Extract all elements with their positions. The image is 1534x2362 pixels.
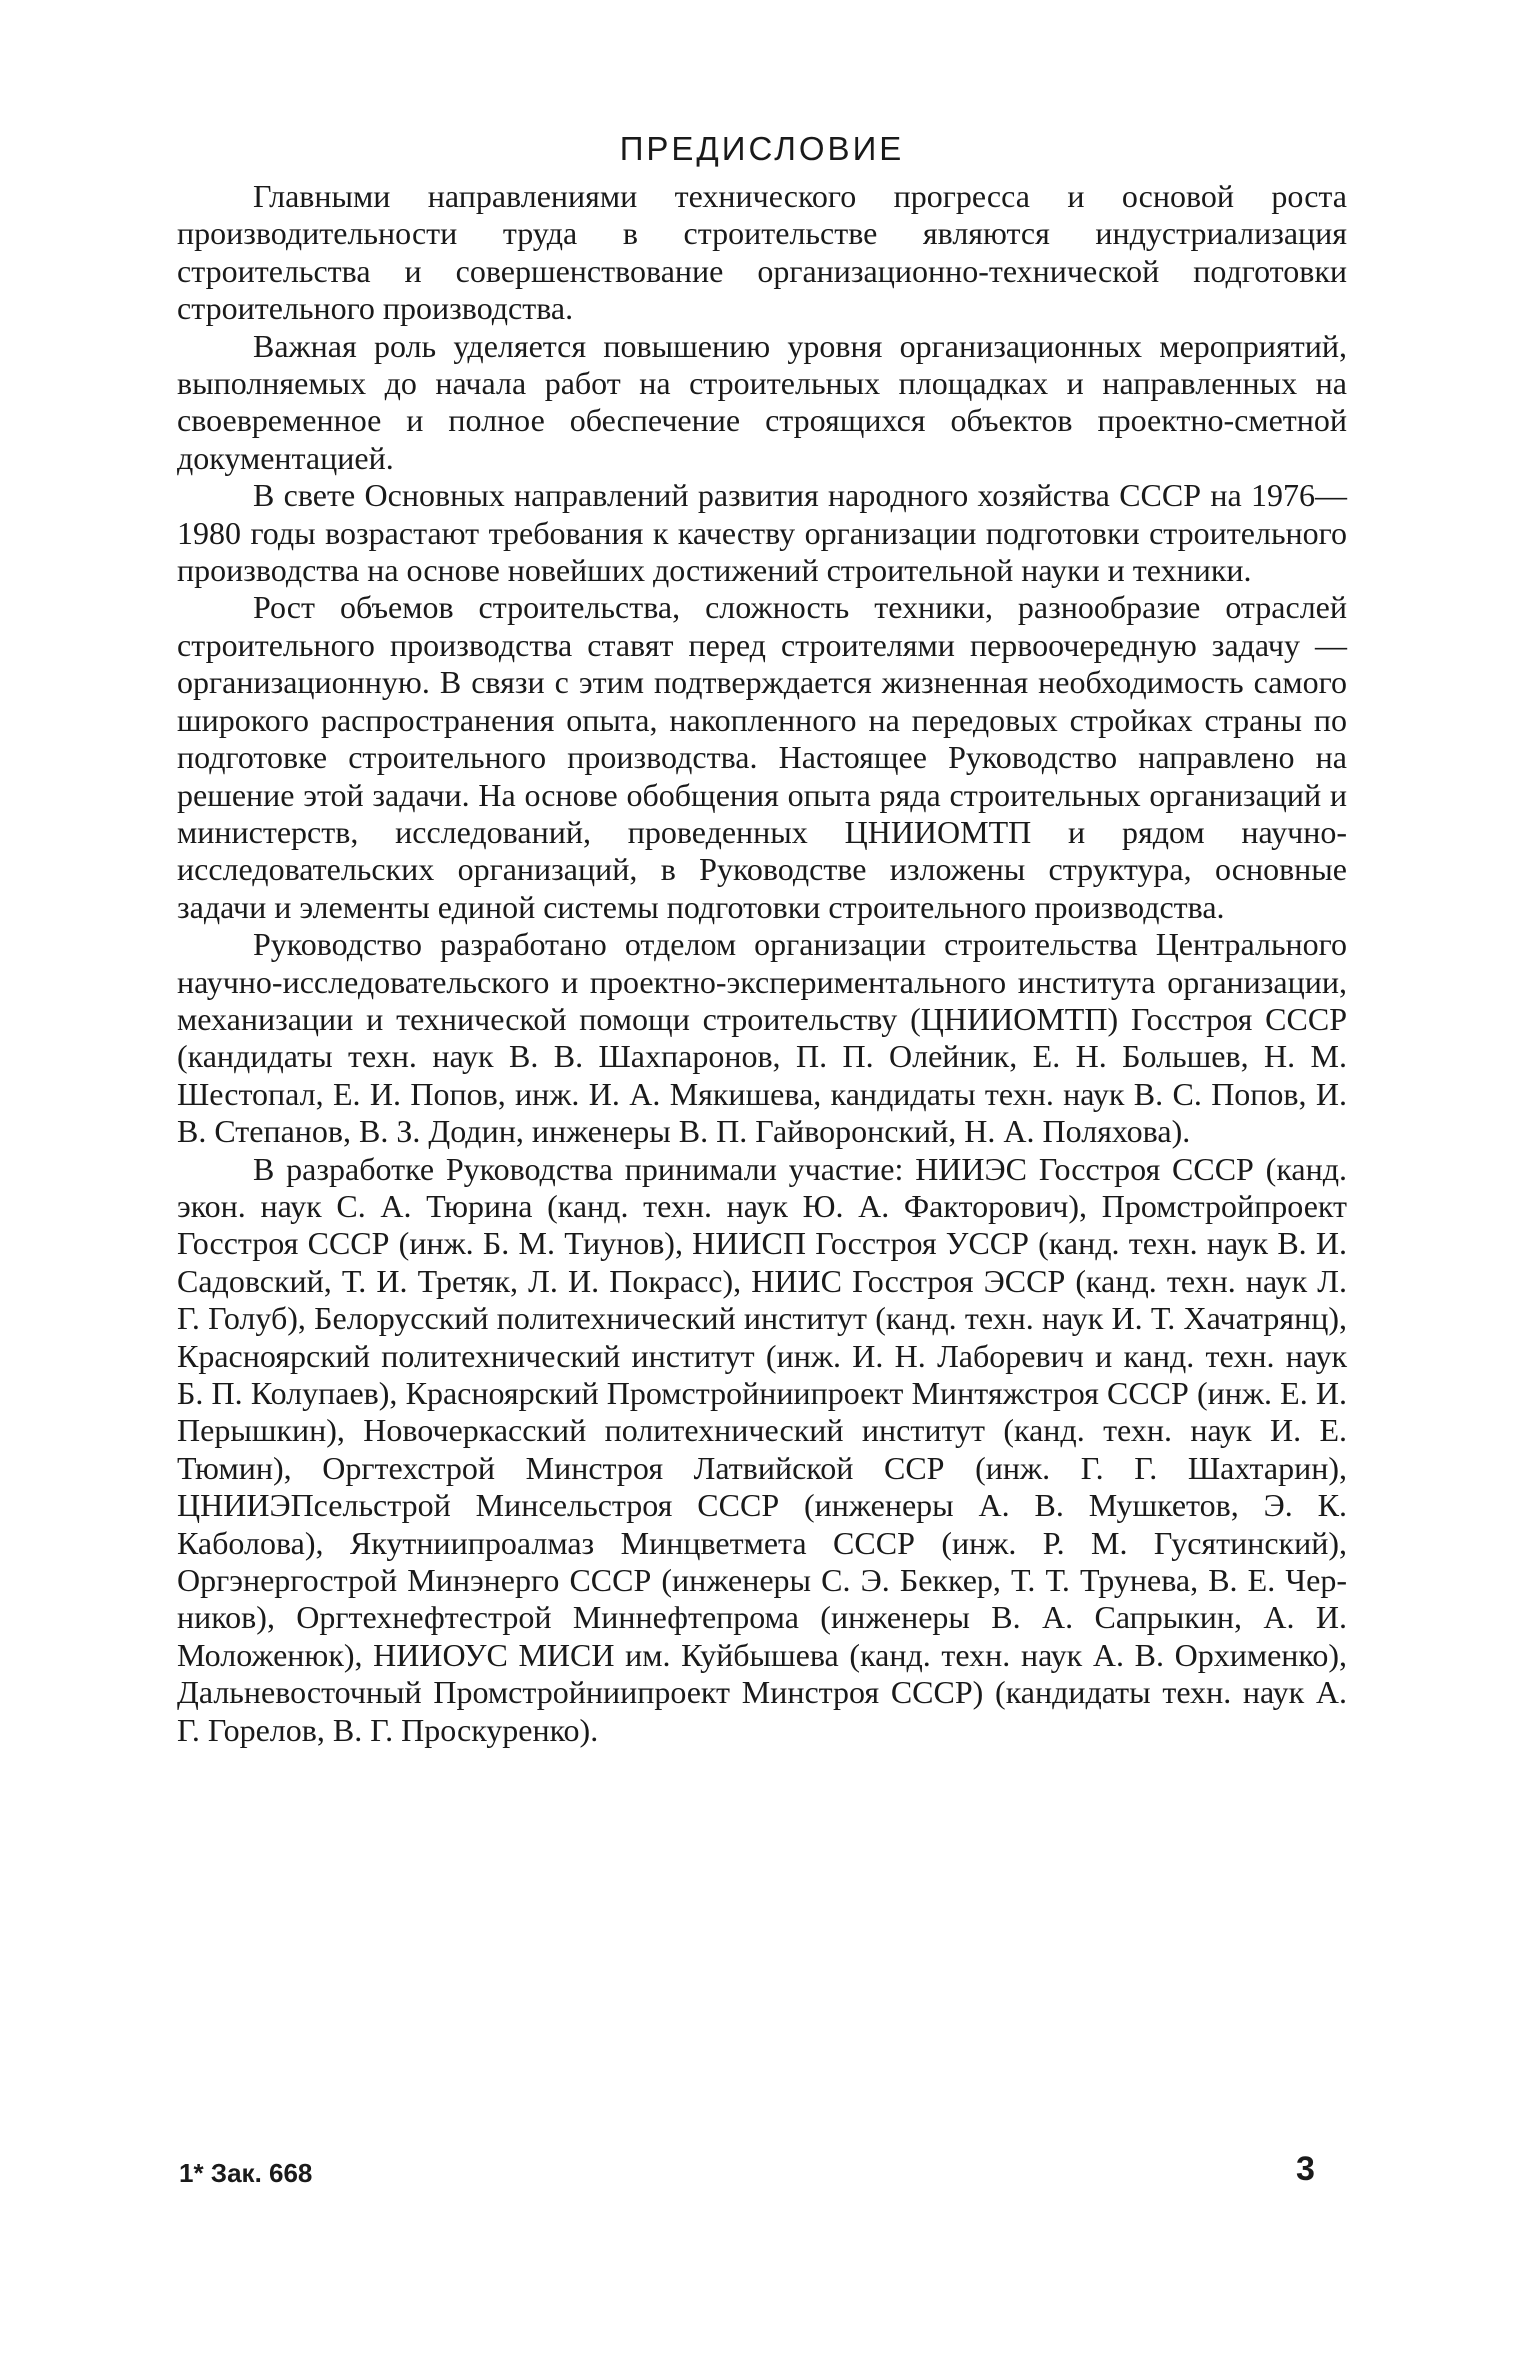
paragraph-3: В свете Основных направлений развития народного хозяйства СССР на 1976—1980 годы возрастают требования к качеству организации подготовки строительного производства на основе новейших достижений строительной науки и техники. [177,477,1347,589]
paragraph-5: Руководство разработано отделом организации строительства Центрального научно-исследовательского и проектно-экспериментального института организации, механизации и технической помощи строительству (ЦНИИОМТП) Госстроя СССР (кандидаты техн. наук В. В. Шахпаронов, П. П. Олейник, Е. Н. Большев, Н. М. Шестопал, Е. И. Попов, инж. И. А. Мякишева, кандидаты техн. наук В. С. Попов, И. В. Степанов, В. З. Додин, инженеры В. П. Гайворонский, Н. А. Поляхова). [177,926,1347,1150]
paragraph-4: Рост объемов строительства, сложность техники, разнообразие отраслей строительного производства ставят перед строителями первоочередную задачу — организационную. В связи с этим подтверждается жизненная необходимость самого широкого распространения опыта, накопленного на передовых стройках страны по подготовке строительного производства. Настоящее Руководство направлено на решение этой задачи. На основе обобщения опыта ряда строительных организаций и министерств, исследований, проведенных ЦНИИОМТП и рядом научно-исследовательских организаций, в Руководстве изложены структура, основные задачи и элементы единой системы подготовки строительного производства. [177,589,1347,925]
paragraph-6: В разработке Руководства принимали участие: НИИЭС Госстроя СССР (канд. экон. наук С. А. Тюрина (канд. техн. наук Ю. А. Факторович), Промстройпроект Госстроя СССР (инж. Б. М. Тиунов), НИИСП Госстроя УССР (канд. техн. наук В. И. Садовский, Т. И. Третяк, Л. И. Покрасс), НИИС Госстроя ЭССР (канд. техн. наук Л. Г. Голуб), Белорусский политехнический институт (канд. техн. наук И. Т. Хачатрянц), Красноярский политехнический институт (инж. И. Н. Лаборевич и канд. техн. наук Б. П. Колупаев), Красноярский Промстройниипроект Минтяжстроя СССР (инж. Е. И. Перышкин), Новочеркасский политехнический институт (канд. техн. наук И. Е. Тюмин), Оргтехстрой Минстроя Латвийской ССР (инж. Г. Г. Шахтарин), ЦНИИЭПсельстрой Минсельстроя СССР (инженеры А. В. Мушкетов, Э. К. Каболова), Якутниипроалмаз Минцветмета СССР (инж. Р. М. Гусятинский), Оргэнергострой Минэнерго СССР (инженеры С. Э. Беккер, Т. Т. Трунева, В. Е. Черников), Оргтехнефтестрой Миннефтепрома (инженеры В. А. Сапрыкин, А. И. Моложенюк), НИИОУС МИСИ им. Куйбышева (канд. техн. наук А. В. Орхименко), Дальневосточный Промстройниипроект Минстроя СССР) (кандидаты техн. наук А. Г. Горелов, В. Г. Проскуренко). [177,1150,1347,1748]
paragraph-2: Важная роль уделяется повышению уровня организационных мероприятий, выполняемых до начала работ на строительных площадках и направленных на своевременное и полное обеспечение строящихся объектов проектно-сметной документацией. [177,327,1347,476]
page-title: ПРЕДИСЛОВИЕ [619,130,905,167]
paragraph-1: Главными направлениями технического прогресса и основой роста производительности труда в строительстве являются индустриализация строительства и совершенствование организационно-технической подготовки строительного производства. [177,178,1347,327]
page-body [177,130,1347,1749]
printing-signature: 1* Зак. 668 [179,2158,313,2188]
page-number: 3 [1296,2150,1315,2188]
